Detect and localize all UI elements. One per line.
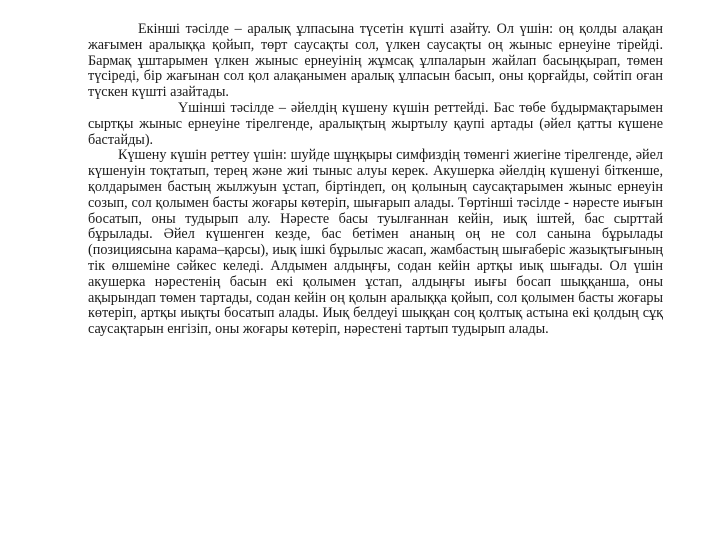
document-page bbox=[88, 22, 663, 338]
paragraph-pushing-regulation: Күшену күшін реттеу үшін: шуйде шұңқыры симфиздің төменгі жиегіне тірелгенде, әйел күшенуін тоқтатып, терең және жиі тыныс алуы керек. Акушерка әйелдің күшенуі біткенше, қолдарымен бастың жылжуын ұстап, біртіндеп, оң қолының саусақтарымен жыныс ернеуін созып, сол қолымен басты жоғары көтеріп, шығарып алады. Төртінші тәсілде - нәресте иығын босатып, оны тудырып алу. Нәресте басы туылғаннан кейін, иық іштей, бас сырттай бұрылады. Әйел күшенген кезде, бас бетімен ананың оң не сол санына бұрылады (позициясына карама–қарсы), иық ішкі бұрылыс жасап, жамбастың шығаберіс жазықтығының тік өлшеміне сәйкес келеді. Алдымен алдыңғы, содан кейін артқы иық шығады. Ол үшін акушерка нәрестенің басын екі қолымен ұстап, алдыңғы иығы босап шыққанша, оны ақырындап төмен тартады, содан кейін оң қолын аралыққа қойып, сол қолымен басты жоғары көтеріп, артқы иықты босатып алады. Иық белдеуі шыққан соң қолтық астына екі қолдың сұқ саусақтарын енгізіп, оны жоғары көтеріп, нәрестені тартып тудырып алады. bbox=[88, 147, 663, 338]
paragraph-second-method: Екінші тәсілде – аралық ұлпасына түсетін күшті азайту. Ол үшін: оң қолды алақан жағымен аралыққа қойып, төрт саусақты сол, үлкен саусақты оң жыныс ернеуіне тірейді. Бармақ ұштарымен үлкен жыныс ернеуінің жұмсақ ұлпаларын жайлап басыңқырап, төмен түсіреді, бір жағынан сол қол алақанымен аралық ұлпасын басып, оны қорғайды, сөйтіп оған түскен күшті азайтады. bbox=[88, 21, 663, 101]
paragraph-third-method: Үшінші тәсілде – әйелдің күшену күшін реттейді. Бас төбе бұдырмақтарымен сыртқы жыныс ернеуіне тірелгенде, аралықтың жыртылу қаупі артады (әйел қатты күшене бастайды). bbox=[88, 99, 663, 148]
